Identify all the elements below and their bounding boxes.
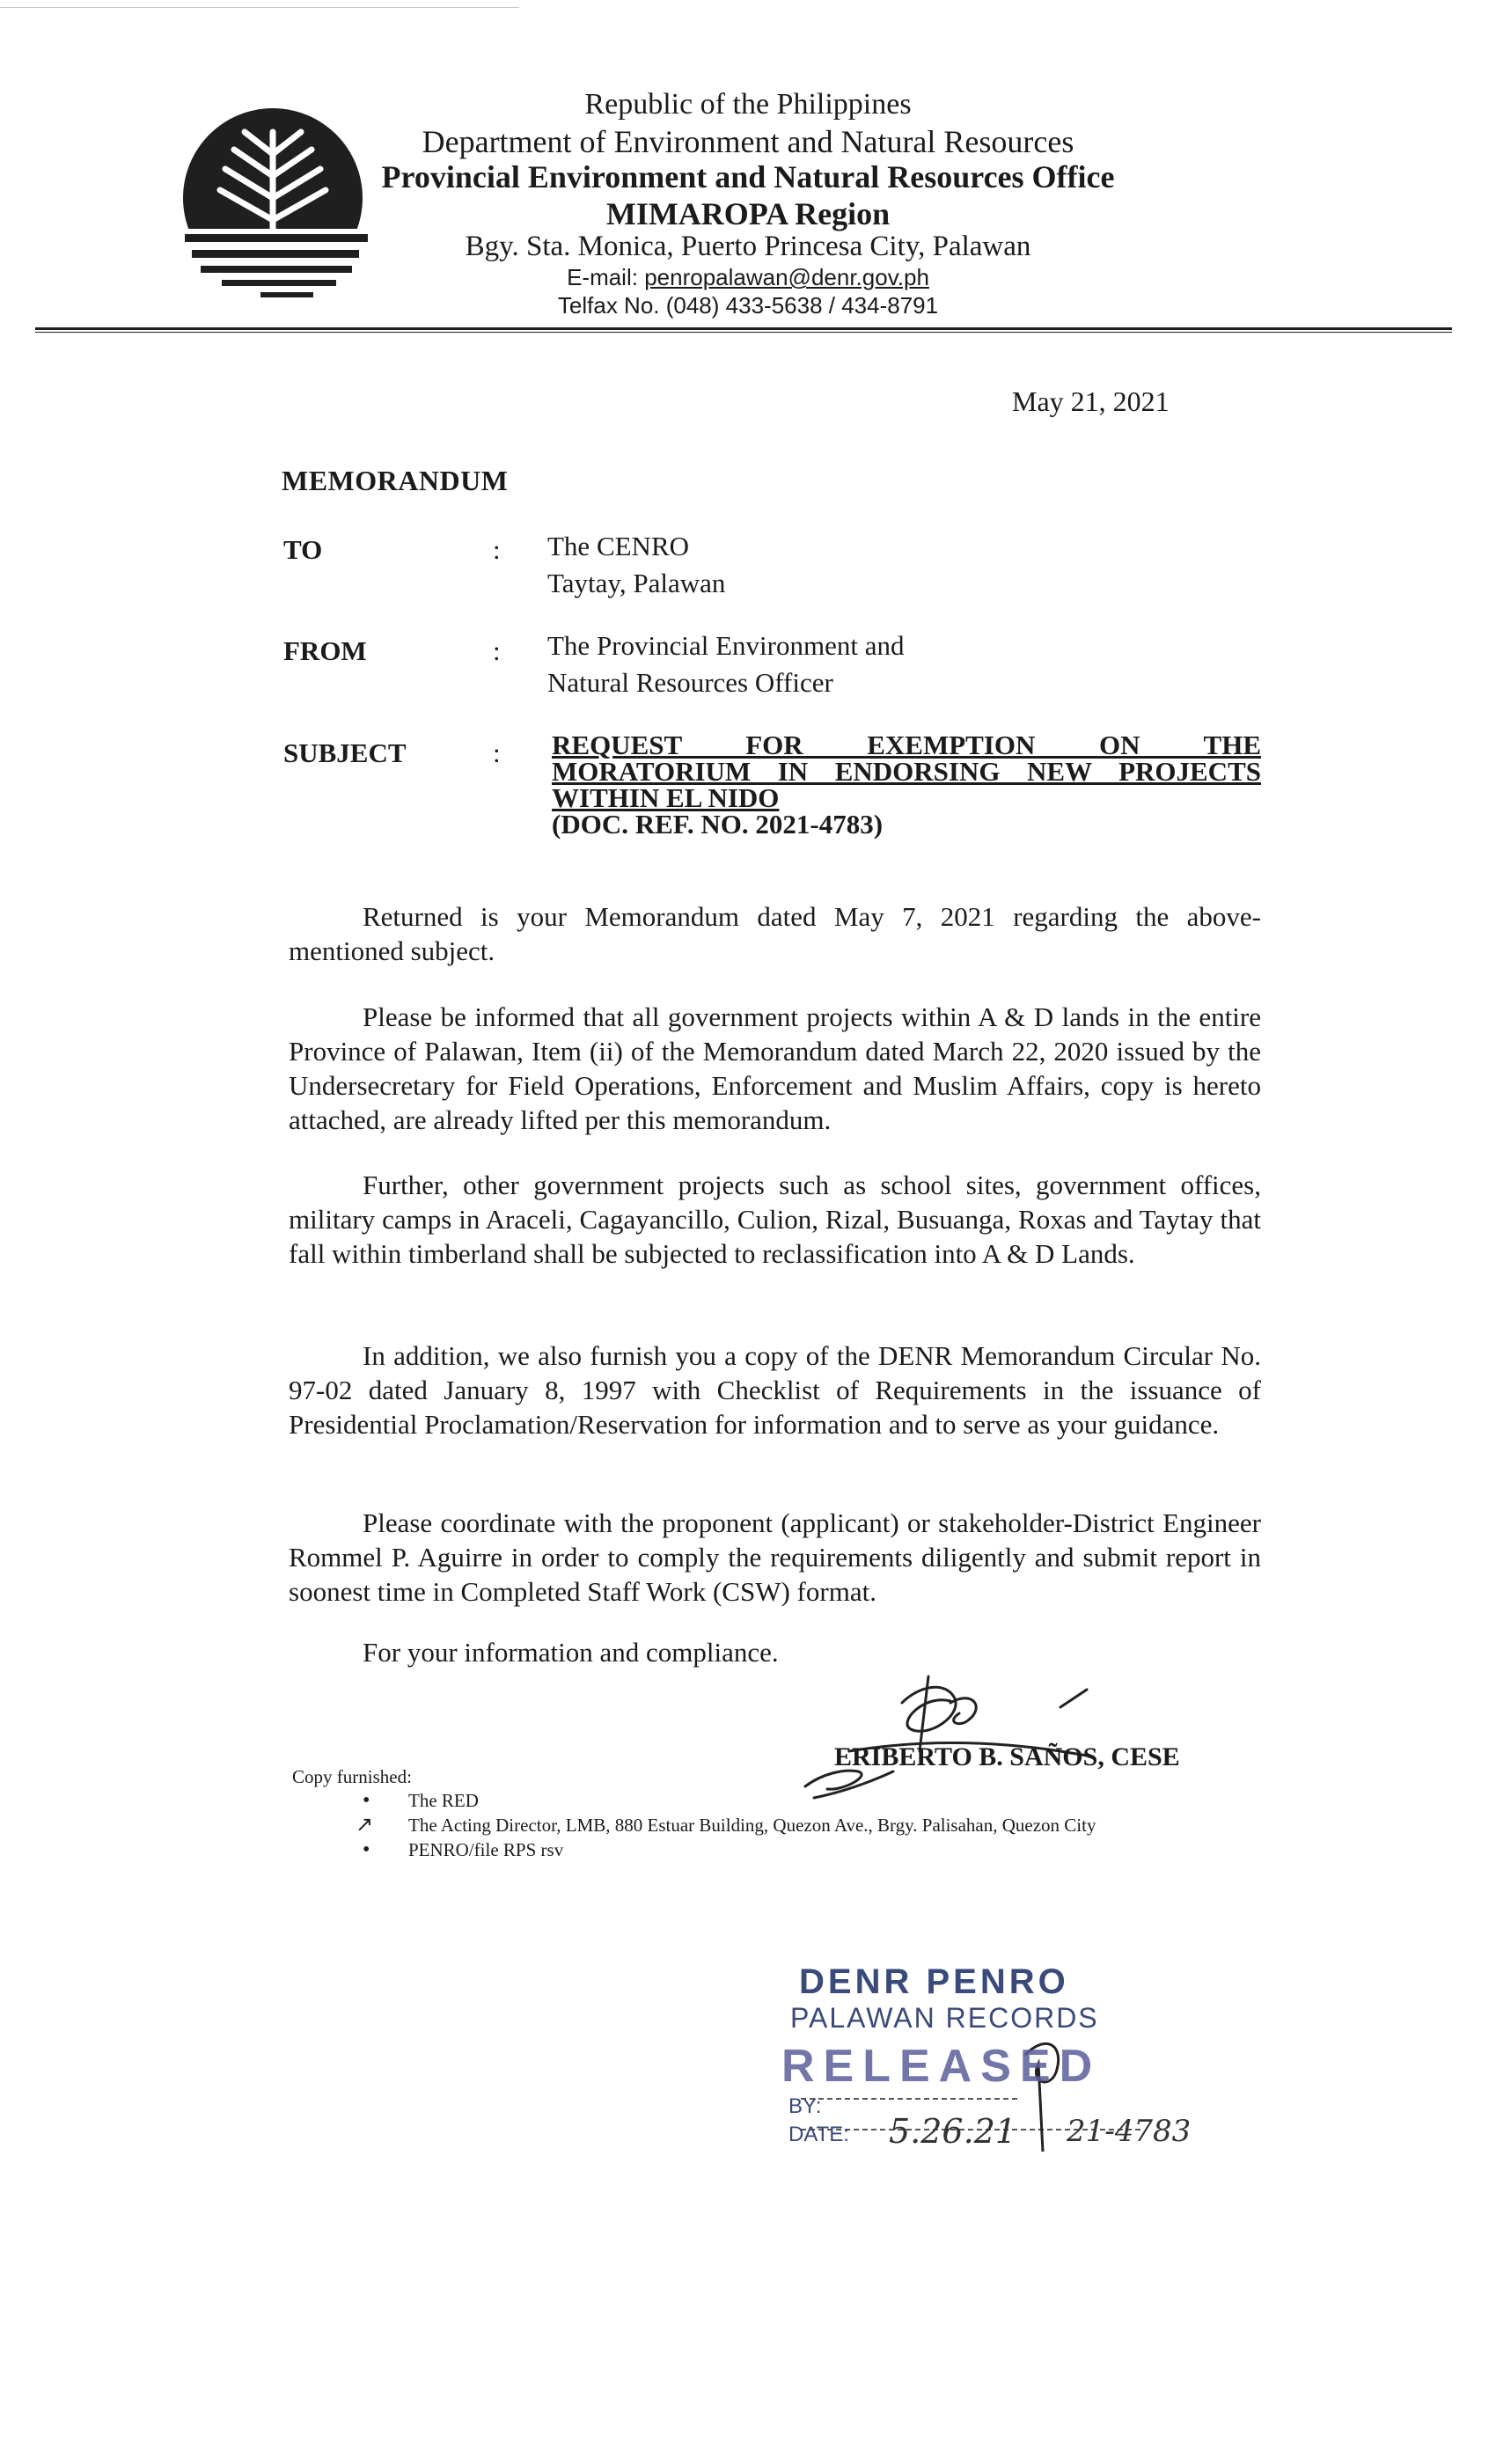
from-colon: : [493,635,501,666]
body-paragraph-closing [289,1635,1261,1669]
list-item: ↗ The Acting Director, LMB, 880 Estuar Building, Quezon Ave., Brgy. Palisahan, Quezon City [363,1813,1096,1837]
letterhead-divider [35,327,1452,330]
stamp-handwritten-date: 5.26.21 [889,2112,1017,2151]
to-label: TO [283,534,323,565]
paragraph-text: For your information and compliance. [363,1637,779,1668]
from-label: FROM [283,635,367,666]
handwritten-signature [796,1668,1166,1800]
letterhead-region: MIMAROPA Region [605,196,891,231]
email-link[interactable]: penropalawan@denr.gov.ph [644,264,929,290]
paragraph-text: Please be informed that all government projects within A & D lands in the entire Province of Palawan, Item (ii) of the Memorandum dated March 22, 2020 issued by the Undersecretary for Field Operations, Enforcement and Muslim Affairs, copy is hereto attached, are already lifted per this memorandum. [289,1001,1261,1135]
to-recipient [547,528,725,602]
body-paragraph-3 [289,1168,1261,1271]
subject-colon: : [493,737,501,768]
letterhead-department: Department of Environment and Natural Resources [422,124,1074,159]
body-paragraph-4 [289,1338,1261,1441]
list-item: • The RED [363,1788,1096,1813]
email-label: E-mail: [567,264,638,290]
memo-title: MEMORANDUM [282,465,509,496]
memo-date: May 21, 2021 [1012,385,1170,417]
subject-label: SUBJECT [283,737,407,768]
stamp-date-label: DATE: [788,2123,849,2146]
to-line-1: The CENRO [547,531,690,561]
from-sender [547,627,904,701]
letterhead-address: Bgy. Sta. Monica, Puerto Princesa City, Palawan [465,231,1031,262]
body-paragraph-2 [289,1000,1261,1137]
letterhead-country: Republic of the Philippines [584,88,912,121]
scan-edge-line [0,7,519,8]
stamp-office: DENR PENRO [799,1962,1069,2001]
body-paragraph-5 [289,1506,1261,1609]
from-line-2: Natural Resources Officer [547,667,833,698]
to-line-2: Taytay, Palawan [547,568,726,598]
paragraph-text: Returned is your Memorandum dated May 7, 2021 regarding the above-mentioned subject. [289,901,1261,966]
subject-line-2: MORATORIUM IN ENDORSING NEW PROJECTS [552,756,1261,787]
stamp-released: RELEASED [781,2041,1102,2092]
copy-furnished-title: Copy furnished: [292,1766,412,1787]
subject-line-1: REQUEST FOR EXEMPTION ON THE [552,730,1261,760]
from-line-1: The Provincial Environment and [547,630,905,661]
paragraph-text: Please coordinate with the proponent (applicant) or stakeholder-District Engineer Rommel P. Aguirre in order to comply the requirements diligently and submit report in soonest time in Completed Staff Work (CSW) format. [289,1507,1261,1607]
subject-line-3: WITHIN EL NIDO [552,782,780,813]
stamp-records: PALAWAN RECORDS [790,2002,1099,2034]
body-paragraph-1 [289,899,1261,968]
to-colon: : [493,534,501,565]
copy-furnished-list [363,1788,1096,1862]
subject-text [552,732,1261,838]
subject-doc-ref: (DOC. REF. NO. 2021-4783) [552,809,884,840]
stamp-by-label: BY: [788,2094,822,2118]
letterhead-divider-thin [35,332,1452,333]
signatory-name: ERIBERTO B. SAÑOS, CESE [834,1742,1180,1771]
list-item: • PENRO/file RPS rsv [363,1837,1096,1862]
paragraph-text: In addition, we also furnish you a copy of the DENR Memorandum Circular No. 97-02 dated January 8, 1997 with Checklist of Requirements in the issuance of Presidential Proclamation/Reservation for information and to serve as your guidance. [289,1340,1261,1440]
paragraph-text: Further, other government projects such as school sites, government offices, military camps in Araceli, Cagayancillo, Culion, Rizal, Busuanga, Roxas and Taytay that fall within timberland shall be subjected to reclassification into A & D Lands. [289,1170,1261,1269]
stamp-handwritten-ref: 21-4783 [1067,2114,1192,2149]
letterhead-office: Provincial Environment and Natural Resources Office [381,159,1115,194]
letterhead-email-line [0,264,1496,291]
letterhead-telfax: Telfax No. (048) 433-5638 / 434-8791 [557,292,939,319]
